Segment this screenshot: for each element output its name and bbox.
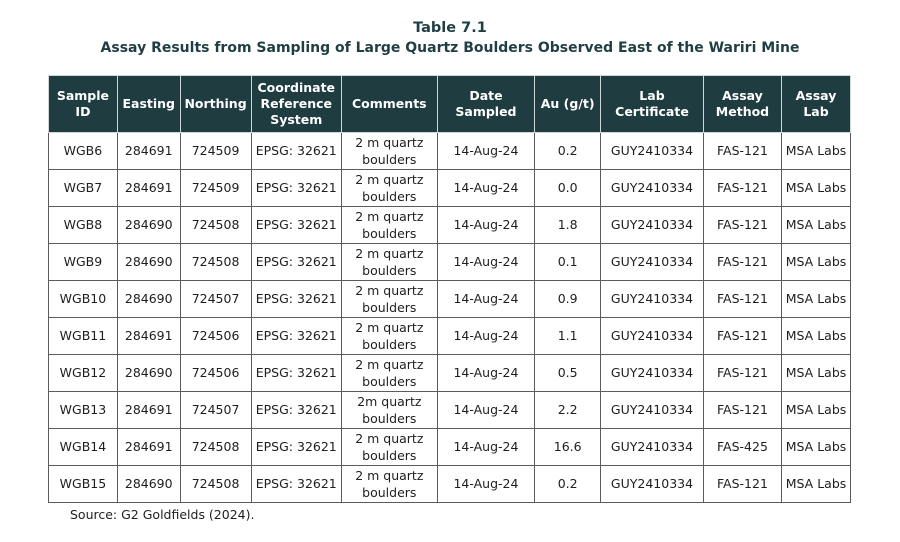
- table-number: Table 7.1: [413, 20, 487, 36]
- table-cell: GUY2410334: [601, 392, 704, 429]
- table-cell: FAS-121: [703, 318, 781, 355]
- column-header: Coordinate Reference System: [251, 76, 341, 133]
- table-row: [49, 244, 851, 281]
- table-cell: EPSG: 32621: [251, 355, 341, 392]
- table-caption: [0, 18, 900, 59]
- table-cell: 724508: [180, 244, 251, 281]
- table-row: [49, 133, 851, 170]
- table-cell: 16.6: [535, 429, 601, 466]
- table-title: Assay Results from Sampling of Large Quartz Boulders Observed East of the Wariri Mine: [100, 40, 800, 56]
- table-cell: 724507: [180, 281, 251, 318]
- table-cell: EPSG: 32621: [251, 429, 341, 466]
- table-cell: 2 m quartz boulders: [342, 170, 438, 207]
- table-cell: EPSG: 32621: [251, 133, 341, 170]
- table-body: [49, 133, 851, 503]
- table-cell: GUY2410334: [601, 429, 704, 466]
- assay-results-table: [48, 75, 851, 503]
- table-cell: 0.0: [535, 170, 601, 207]
- table-cell: 284691: [117, 170, 180, 207]
- table-header-row: [49, 76, 851, 133]
- table-row: [49, 170, 851, 207]
- table-cell: WGB10: [49, 281, 118, 318]
- table-cell: 14-Aug-24: [437, 170, 535, 207]
- column-header: Au (g/t): [535, 76, 601, 133]
- column-header: Assay Method: [703, 76, 781, 133]
- table-cell: 1.8: [535, 207, 601, 244]
- table-cell: 2 m quartz boulders: [342, 207, 438, 244]
- table-cell: 724506: [180, 355, 251, 392]
- table-cell: 14-Aug-24: [437, 392, 535, 429]
- table-cell: 14-Aug-24: [437, 207, 535, 244]
- table-cell: 284690: [117, 207, 180, 244]
- table-cell: FAS-121: [703, 466, 781, 503]
- table-cell: 14-Aug-24: [437, 429, 535, 466]
- table-cell: 2 m quartz boulders: [342, 244, 438, 281]
- table-cell: GUY2410334: [601, 318, 704, 355]
- table-cell: FAS-425: [703, 429, 781, 466]
- table-cell: 2 m quartz boulders: [342, 429, 438, 466]
- table-cell: 724509: [180, 133, 251, 170]
- table-cell: 2.2: [535, 392, 601, 429]
- table-cell: GUY2410334: [601, 244, 704, 281]
- table-cell: EPSG: 32621: [251, 392, 341, 429]
- table-cell: 724509: [180, 170, 251, 207]
- table-cell: 724506: [180, 318, 251, 355]
- table-cell: MSA Labs: [782, 466, 851, 503]
- table-cell: GUY2410334: [601, 466, 704, 503]
- table-cell: GUY2410334: [601, 281, 704, 318]
- table-cell: 2 m quartz boulders: [342, 355, 438, 392]
- column-header: Comments: [342, 76, 438, 133]
- table-row: [49, 318, 851, 355]
- table-cell: 724508: [180, 466, 251, 503]
- table-cell: EPSG: 32621: [251, 318, 341, 355]
- table-cell: WGB8: [49, 207, 118, 244]
- table-row: [49, 466, 851, 503]
- table-cell: WGB6: [49, 133, 118, 170]
- table-cell: 284691: [117, 133, 180, 170]
- table-cell: MSA Labs: [782, 207, 851, 244]
- table-cell: 0.2: [535, 133, 601, 170]
- table-cell: 284690: [117, 355, 180, 392]
- table-cell: 284690: [117, 244, 180, 281]
- source-note: Source: G2 Goldfields (2024).: [70, 507, 255, 522]
- table-cell: EPSG: 32621: [251, 244, 341, 281]
- column-header: Assay Lab: [782, 76, 851, 133]
- column-header: Northing: [180, 76, 251, 133]
- table-cell: 2 m quartz boulders: [342, 133, 438, 170]
- column-header: Sample ID: [49, 76, 118, 133]
- table-cell: 14-Aug-24: [437, 244, 535, 281]
- table-cell: MSA Labs: [782, 318, 851, 355]
- table-cell: 724507: [180, 392, 251, 429]
- table-row: [49, 355, 851, 392]
- table-cell: 284691: [117, 318, 180, 355]
- table-cell: FAS-121: [703, 133, 781, 170]
- table-cell: 724508: [180, 429, 251, 466]
- table-cell: 284690: [117, 466, 180, 503]
- table-cell: EPSG: 32621: [251, 207, 341, 244]
- table-cell: GUY2410334: [601, 355, 704, 392]
- table-cell: WGB13: [49, 392, 118, 429]
- table-cell: MSA Labs: [782, 429, 851, 466]
- table-cell: GUY2410334: [601, 207, 704, 244]
- table-cell: WGB11: [49, 318, 118, 355]
- table-cell: WGB9: [49, 244, 118, 281]
- table-cell: 2 m quartz boulders: [342, 318, 438, 355]
- table-cell: EPSG: 32621: [251, 170, 341, 207]
- table-cell: 724508: [180, 207, 251, 244]
- table-cell: 284691: [117, 429, 180, 466]
- table-cell: WGB15: [49, 466, 118, 503]
- table-cell: MSA Labs: [782, 170, 851, 207]
- table-row: [49, 281, 851, 318]
- table-cell: 14-Aug-24: [437, 133, 535, 170]
- table-cell: 2 m quartz boulders: [342, 281, 438, 318]
- table-row: [49, 207, 851, 244]
- table-cell: GUY2410334: [601, 170, 704, 207]
- table-cell: EPSG: 32621: [251, 466, 341, 503]
- table-cell: WGB12: [49, 355, 118, 392]
- table-cell: 1.1: [535, 318, 601, 355]
- column-header: Lab Certificate: [601, 76, 704, 133]
- table-cell: 0.1: [535, 244, 601, 281]
- table-cell: FAS-121: [703, 392, 781, 429]
- table-cell: MSA Labs: [782, 281, 851, 318]
- table-cell: MSA Labs: [782, 392, 851, 429]
- table-cell: 284690: [117, 281, 180, 318]
- column-header: Date Sampled: [437, 76, 535, 133]
- table-cell: 284691: [117, 392, 180, 429]
- table-cell: FAS-121: [703, 281, 781, 318]
- table-cell: 14-Aug-24: [437, 355, 535, 392]
- table-cell: 0.9: [535, 281, 601, 318]
- table-cell: 14-Aug-24: [437, 466, 535, 503]
- table-cell: FAS-121: [703, 207, 781, 244]
- table-cell: MSA Labs: [782, 355, 851, 392]
- table-cell: EPSG: 32621: [251, 281, 341, 318]
- table-cell: GUY2410334: [601, 133, 704, 170]
- table-cell: 14-Aug-24: [437, 318, 535, 355]
- table-row: [49, 392, 851, 429]
- table-cell: 0.5: [535, 355, 601, 392]
- column-header: Easting: [117, 76, 180, 133]
- table-cell: WGB7: [49, 170, 118, 207]
- table-cell: 0.2: [535, 466, 601, 503]
- table-cell: MSA Labs: [782, 244, 851, 281]
- table-cell: FAS-121: [703, 170, 781, 207]
- table-cell: 14-Aug-24: [437, 281, 535, 318]
- table-cell: 2m quartz boulders: [342, 392, 438, 429]
- table-cell: WGB14: [49, 429, 118, 466]
- table-cell: FAS-121: [703, 244, 781, 281]
- table-cell: FAS-121: [703, 355, 781, 392]
- table-row: [49, 429, 851, 466]
- table-cell: MSA Labs: [782, 133, 851, 170]
- table-cell: 2 m quartz boulders: [342, 466, 438, 503]
